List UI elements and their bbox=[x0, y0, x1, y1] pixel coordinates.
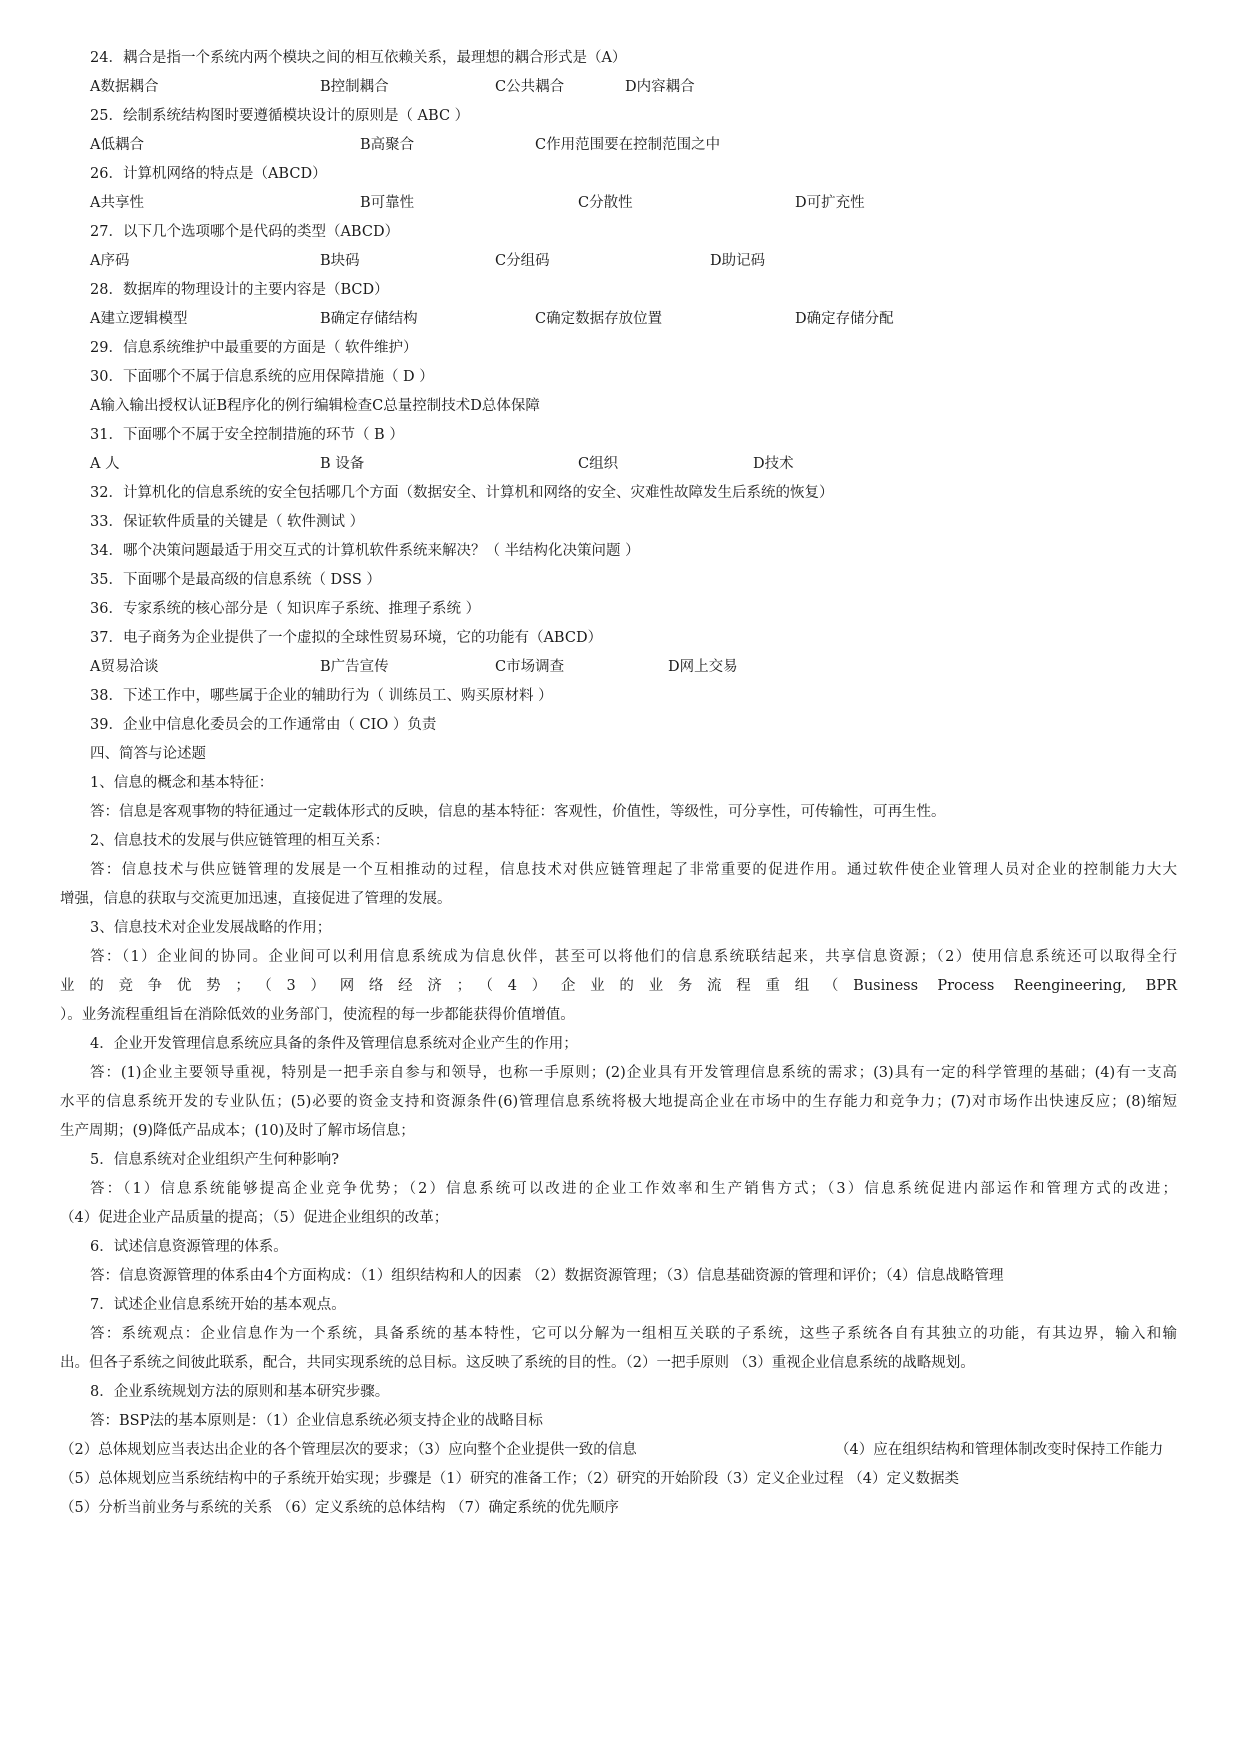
answer-text: 增强，信息的获取与交流更加迅速，直接促进了管理的发展。 bbox=[60, 891, 452, 907]
question-text: 4．企业开发管理信息系统应具备的条件及管理信息系统对企业产生的作用； bbox=[90, 1036, 578, 1052]
option-c: C分散性 bbox=[578, 195, 633, 211]
option-b: B可靠性 bbox=[360, 195, 415, 211]
option-d: D助记码 bbox=[710, 253, 766, 269]
answer-text: （4）应在组织结构和管理体制改变时保持工作能力 bbox=[835, 1442, 1164, 1458]
option-d: D可扩充性 bbox=[795, 195, 865, 211]
question-text: 33．保证软件质量的关键是（ 软件测试 ） bbox=[90, 514, 365, 530]
question-text: 8．企业系统规划方法的原则和基本研究步骤。 bbox=[90, 1384, 390, 1400]
question-text: 29．信息系统维护中最重要的方面是（ 软件维护） bbox=[90, 340, 418, 356]
question-text: 7．试述企业信息系统开始的基本观点。 bbox=[90, 1297, 346, 1313]
option-c: C市场调查 bbox=[495, 659, 565, 675]
question-text: 28．数据库的物理设计的主要内容是（BCD） bbox=[90, 282, 389, 298]
answer-text: （5）总体规划应当系统结构中的子系统开始实现；步骤是（1）研究的准备工作；（2）研究的开始阶段（3）定义企业过程 （4）定义数据类 bbox=[60, 1471, 959, 1487]
option-c: C组织 bbox=[578, 456, 619, 472]
question-text: 35．下面哪个是最高级的信息系统（ DSS ） bbox=[90, 572, 381, 588]
answer-text: （5）分析当前业务与系统的关系 （6）定义系统的总体结构 （7）确定系统的优先顺序 bbox=[60, 1500, 619, 1516]
section-title: 四、简答与论述题 bbox=[90, 746, 206, 762]
option-a: A数据耦合 bbox=[90, 79, 159, 95]
question-text: 37．电子商务为企业提供了一个虚拟的全球性贸易环境，它的功能有（ABCD） bbox=[90, 630, 603, 646]
answer-text: 答：信息是客观事物的特征通过一定载体形式的反映，信息的基本特征：客观性，价值性，等级性，可分享性，可传输性，可再生性。 bbox=[90, 804, 946, 820]
question-text: 24．耦合是指一个系统内两个模块之间的相互依赖关系，最理想的耦合形式是（A） bbox=[90, 50, 627, 66]
answer-3-line-2: 业的竞争优势；（3）网络经济；（4）企业的业务流程重组（Business Process Reengineering, BPR bbox=[60, 978, 1177, 994]
question-text: 5．信息系统对企业组织产生何种影响? bbox=[90, 1152, 339, 1168]
option-b: B高聚合 bbox=[360, 137, 415, 153]
option-b: B 设备 bbox=[320, 456, 365, 472]
options-text: A输入输出授权认证B程序化的例行编辑检查C总量控制技术D总体保障 bbox=[90, 398, 540, 414]
option-b: B控制耦合 bbox=[320, 79, 389, 95]
question-text: 36．专家系统的核心部分是（ 知识库子系统、推理子系统 ） bbox=[90, 601, 481, 617]
option-a: A低耦合 bbox=[90, 137, 144, 153]
option-d: D技术 bbox=[753, 456, 794, 472]
answer-text: 生产周期；(9)降低产品成本；(10)及时了解市场信息； bbox=[60, 1123, 415, 1139]
question-text: 1、信息的概念和基本特征： bbox=[90, 775, 274, 791]
option-d: D网上交易 bbox=[668, 659, 738, 675]
option-c: C公共耦合 bbox=[495, 79, 565, 95]
answer-3-line-1: 答：（1）企业间的协同。企业间可以利用信息系统成为信息伙伴，甚至可以将他们的信息系统联结起来，共享信息资源；（2）使用信息系统还可以取得全行 bbox=[90, 949, 1177, 965]
question-text: 31．下面哪个不属于安全控制措施的环节（ B ） bbox=[90, 427, 404, 443]
option-d: D内容耦合 bbox=[625, 79, 695, 95]
answer-text: （4）促进企业产品质量的提高；（5）促进企业组织的改革； bbox=[60, 1210, 449, 1226]
answer-5-line-1: 答：（1）信息系统能够提高企业竞争优势；（2）信息系统可以改进的企业工作效率和生产销售方式；（3）信息系统促进内部运作和管理方式的改进； bbox=[90, 1181, 1177, 1197]
question-text: 27．以下几个选项哪个是代码的类型（ABCD） bbox=[90, 224, 400, 240]
answer-2-line-1: 答：信息技术与供应链管理的发展是一个互相推动的过程，信息技术对供应链管理起了非常重要的促进作用。通过软件使企业管理人员对企业的控制能力大大 bbox=[90, 862, 1177, 878]
question-text: 6．试述信息资源管理的体系。 bbox=[90, 1239, 288, 1255]
question-text: 30．下面哪个不属于信息系统的应用保障措施（ D ） bbox=[90, 369, 434, 385]
answer-text: （2）总体规划应当表达出企业的各个管理层次的要求；（3）应向整个企业提供一致的信息 bbox=[60, 1442, 637, 1458]
option-a: A共享性 bbox=[90, 195, 144, 211]
option-c: C确定数据存放位置 bbox=[535, 311, 663, 327]
answer-text: 答：BSP法的基本原则是：（1）企业信息系统必须支持企业的战略目标 bbox=[90, 1413, 543, 1429]
option-c: C分组码 bbox=[495, 253, 550, 269]
question-text: 38．下述工作中，哪些属于企业的辅助行为（ 训练员工、购买原材料 ） bbox=[90, 688, 553, 704]
answer-4-line-2: 水平的信息系统开发的专业队伍；(5)必要的资金支持和资源条件(6)管理信息系统将极大地提高企业在市场中的生存能力和竞争力；(7)对市场作出快速反应；(8)缩短 bbox=[60, 1094, 1177, 1110]
question-text: 26．计算机网络的特点是（ABCD） bbox=[90, 166, 327, 182]
question-text: 2、信息技术的发展与供应链管理的相互关系： bbox=[90, 833, 390, 849]
option-d: D确定存储分配 bbox=[795, 311, 894, 327]
question-text: 32．计算机化的信息系统的安全包括哪几个方面（数据安全、计算机和网络的安全、灾难性故障发生后系统的恢复） bbox=[90, 485, 834, 501]
answer-text: 出。但各子系统之间彼此联系，配合，共同实现系统的总目标。这反映了系统的目的性。（2）一把手原则 （3）重视企业信息系统的战略规划。 bbox=[60, 1355, 975, 1371]
question-text: 3、信息技术对企业发展战略的作用； bbox=[90, 920, 332, 936]
option-a: A序码 bbox=[90, 253, 130, 269]
answer-text: 答：信息资源管理的体系由4个方面构成：（1）组织结构和人的因素 （2）数据资源管理；（3）信息基础资源的管理和评价；（4）信息战略管理 bbox=[90, 1268, 1004, 1284]
question-text: 25．绘制系统结构图时要遵循模块设计的原则是（ ABC ） bbox=[90, 108, 470, 124]
question-text: 34．哪个决策问题最适于用交互式的计算机软件系统来解决？（ 半结构化决策问题 ） bbox=[90, 543, 640, 559]
option-a: A 人 bbox=[90, 456, 120, 472]
option-b: B确定存储结构 bbox=[320, 311, 418, 327]
option-b: B块码 bbox=[320, 253, 360, 269]
answer-7-line-1: 答：系统观点：企业信息作为一个系统，具备系统的基本特性，它可以分解为一组相互关联的子系统，这些子系统各自有其独立的功能，有其边界，输入和输 bbox=[90, 1326, 1177, 1342]
option-a: A建立逻辑模型 bbox=[90, 311, 188, 327]
option-a: A贸易洽谈 bbox=[90, 659, 159, 675]
answer-4-line-1: 答：(1)企业主要领导重视，特别是一把手亲自参与和领导，也称一手原则；(2)企业具有开发管理信息系统的需求；(3)具有一定的科学管理的基础；(4)有一支高 bbox=[90, 1065, 1177, 1081]
answer-text: ）。业务流程重组旨在消除低效的业务部门，使流程的每一步都能获得价值增值。 bbox=[60, 1007, 575, 1023]
option-c: C作用范围要在控制范围之中 bbox=[535, 137, 721, 153]
option-b: B广告宣传 bbox=[320, 659, 389, 675]
question-text: 39．企业中信息化委员会的工作通常由（ CIO ）负责 bbox=[90, 717, 437, 733]
